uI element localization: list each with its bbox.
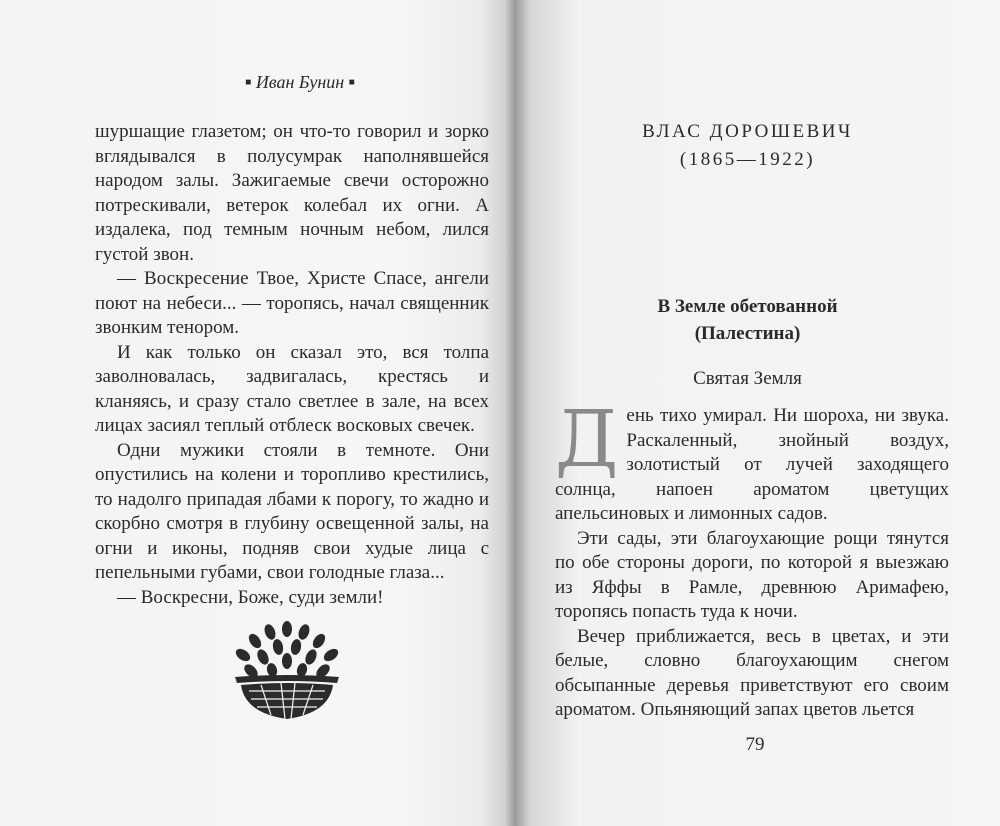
right-body-text bbox=[555, 395, 949, 723]
flower-basket-icon bbox=[225, 615, 350, 725]
author-heading bbox=[600, 118, 895, 174]
chapter-subtitle: Святая Земля bbox=[693, 368, 802, 389]
right-page bbox=[530, 0, 1000, 826]
left-body-text bbox=[95, 120, 489, 610]
author-years: (1865—1922) bbox=[679, 149, 816, 170]
running-head bbox=[225, 72, 375, 93]
paragraph: И как только он сказал это, вся толпа заволновалась, задвигалась, крестясь и кланяясь, и сразу стало светлее в зале, на всех лицах засиял теплый отблеск восковых свечек. bbox=[95, 341, 489, 436]
author-name: ВЛАС ДОРОШЕВИЧ bbox=[642, 121, 853, 142]
paragraph: Одни мужики стояли в темноте. Они опустились на колени и торопливо крестились, то надолго припадая лбами к порогу, то жадно и скорбно смотря в глубину освещенной залы, на огни и иконы, подняв свои худые лица с пепельными губами, свои голодные глаза... bbox=[95, 439, 489, 583]
running-head-text: Иван Бунин bbox=[255, 72, 345, 92]
page-number: 79 bbox=[745, 734, 765, 755]
paragraph-text: ень тихо умирал. Ни шороха, ни звука. Раскаленный, знойный воздух, золотистый от лучей заходящего солнца, напоен ароматом цветущих апельсиновых и лимонных садов. bbox=[555, 405, 949, 524]
paragraph: Вечер приближается, весь в цветах, и эти белые, словно благоухающим снегом обсыпанные деревья приветствуют его своим ароматом. Опьяняющий запах цветов льется bbox=[555, 625, 949, 720]
paragraph: Эти сады, эти благоухающие рощи тянутся по обе стороны дороги, по которой я выезжаю из Яффы в Рамле, древнюю Аримафею, торопясь попасть туда к ночи. bbox=[555, 527, 949, 622]
story-title bbox=[570, 293, 925, 347]
drop-cap: Д bbox=[555, 395, 619, 485]
title-line: (Палестина) bbox=[694, 323, 801, 344]
paragraph: шуршащие глазетом; он что-то говорил и зорко вглядывался в полусумрак наполнявшейся народом залы. Зажигаемые свечи осторожно потрескивали, ветерок колебал их огни. А издалека, под темным ночным небом, лился густой звон. bbox=[95, 121, 489, 265]
paragraph: — Воскресение Твое, Христе Спасе, ангели поют на небеси... — торопясь, начал священник звонким тенором. bbox=[95, 268, 489, 338]
square-bullet-icon: ■ bbox=[245, 77, 252, 88]
paragraph bbox=[555, 395, 949, 527]
square-bullet-icon: ■ bbox=[348, 77, 355, 88]
paragraph: — Воскресни, Боже, суди земли! bbox=[117, 586, 384, 608]
title-line: В Земле обетованной bbox=[657, 296, 838, 317]
